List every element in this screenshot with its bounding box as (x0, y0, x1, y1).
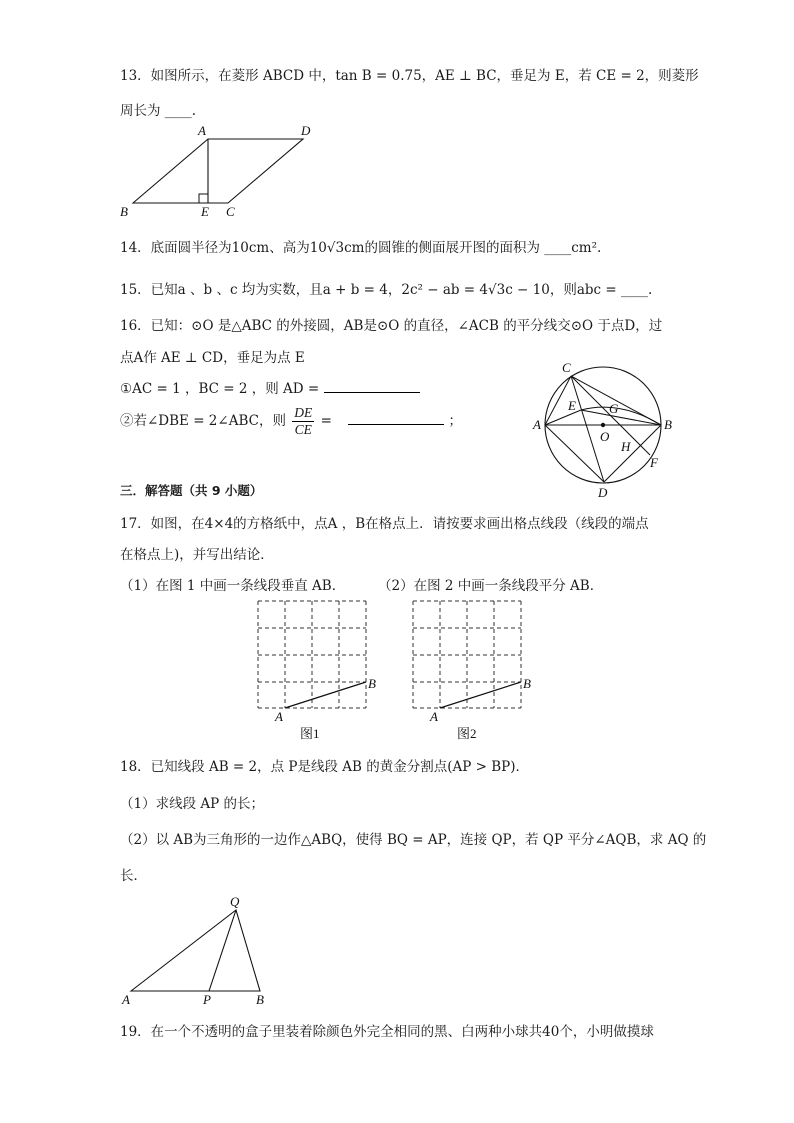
q13-line1: 13．如图所示，在菱形 ABCD 中，tan B = 0.75，AE ⊥ BC，垂足为 E，若 CE = 2，则菱形 (120, 68, 699, 84)
q16-label-o: O (600, 429, 610, 444)
q16-label-a: A (533, 417, 541, 432)
q16-line2: 点A作 AE ⊥ CD，垂足为点 E (120, 350, 305, 366)
q18-label-b: B (256, 992, 264, 1007)
q16-label-e: E (568, 398, 576, 413)
q16-line1: 16．已知：⊙O 是△ABC 的外接圆，AB是⊙O 的直径，∠ACB 的平分线交⊙O 于点D，过 (120, 318, 663, 334)
q16-fraction (292, 405, 314, 438)
q17-part2: （2）在图 2 中画一条线段平分 AB． (378, 578, 604, 594)
q16-label-g: G (609, 401, 619, 416)
q16-part2-prefix: ②若∠DBE = 2∠ABC，则 (120, 413, 286, 429)
q14-line: 14．底面圆半径为10cm、高为10√3cm的圆锥的侧面展开图的面积为 ____cm². (120, 240, 602, 256)
q18-label-p: P (203, 992, 211, 1007)
q13-label-c: C (226, 204, 235, 219)
q18-part2-line1: （2）以 AB为三角形的一边作△ABQ，使得 BQ = AP，连接 QP，若 QP 平分∠AQB，求 AQ 的 (120, 832, 707, 848)
q13-label-d: D (301, 123, 311, 138)
q16-part2-suffix: = (320, 413, 332, 429)
q13-rhombus-figure (112, 120, 332, 220)
q16-label-b: B (664, 417, 672, 432)
q16-label-d: D (598, 485, 608, 500)
q16-label-f: F (650, 455, 658, 470)
q16-semicolon: ； (448, 413, 462, 429)
q18-part1: （1）求线段 AP 的长； (120, 796, 265, 812)
q17-fig2-label-b: B (523, 676, 531, 691)
q18-label-q: Q (230, 894, 240, 909)
q17-fig1-label-b: B (368, 676, 376, 691)
q19-line1: 19．在一个不透明的盒子里装着除颜色外完全相同的黑、白两种小球共40个，小明做摸球 (120, 1024, 654, 1040)
q16-frac-numerator: DE (294, 405, 313, 420)
q16-frac-denominator: CE (294, 422, 312, 437)
q16-circle-figure (530, 360, 690, 500)
q13-label-b: B (120, 204, 128, 219)
q17-grid-figure-2 (405, 598, 545, 746)
q18-label-a: A (122, 992, 130, 1007)
q18-triangle-figure (112, 892, 282, 1010)
q17-line2: 在格点上)，并写出结论． (120, 547, 274, 563)
q17-fig2-caption: 图2 (457, 726, 477, 741)
q16-label-c: C (562, 360, 571, 375)
q17-fig2-label-a: A (430, 709, 438, 724)
q16-answer-blank-1[interactable] (324, 391, 420, 393)
q17-line1: 17．如图，在4×4的方格纸中，点A ，B在格点上．请按要求画出格点线段（线段的端点 (120, 516, 649, 532)
section-3-heading: 三．解答题（共 9 小题） (120, 483, 263, 498)
q13-label-a: A (198, 123, 206, 138)
q16-part1-text: ①AC = 1 ，BC = 2 ，则 AD = (120, 381, 320, 397)
q17-fig1-label-a: A (275, 709, 283, 724)
q18-line1: 18．已知线段 AB = 2，点 P是线段 AB 的黄金分割点(AP > BP)． (120, 759, 530, 775)
q17-grid-figure-1 (250, 598, 390, 746)
q13-line2: 周长为 ____. (120, 103, 197, 119)
q16-answer-blank-2[interactable] (348, 423, 444, 425)
q15-line: 15．已知a 、b 、c 均为实数，且a + b = 4，2c² − ab = 4√3c − 10，则abc = ____. (120, 282, 653, 298)
q16-part2 (120, 405, 462, 438)
q17-fig1-caption: 图1 (300, 726, 320, 741)
q16-label-h: H (621, 439, 631, 454)
q17-part1: （1）在图 1 中画一条线段垂直 AB． (120, 578, 346, 594)
q18-part2-line2: 长． (120, 868, 147, 884)
q16-part1 (120, 377, 420, 397)
q13-label-e: E (201, 204, 209, 219)
